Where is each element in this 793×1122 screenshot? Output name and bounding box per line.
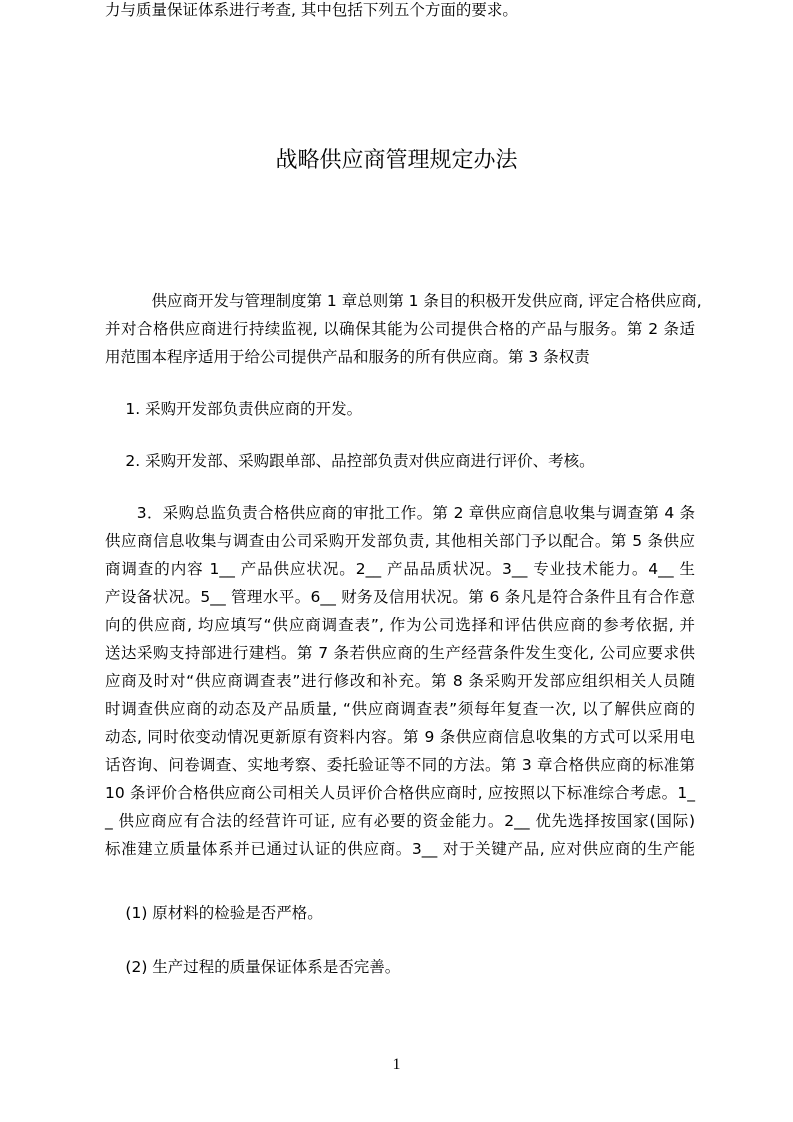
paragraph-line: 商调查的内容 1__ 产品供应状况。2__ 产品品质状况。3__ 专业技术能力。4__ 生 <box>105 560 695 578</box>
paragraph-line: 力与质量保证体系进行考查, 其中包括下列五个方面的要求。 <box>105 1 518 19</box>
paragraph-line: 3．采购总监负责合格供应商的审批工作。第 2 章供应商信息收集与调查第 4 条 <box>105 504 695 522</box>
paragraph-line: 向的供应商, 均应填写“供应商调查表”, 作为公司选择和评估供应商的参考依据, 并 <box>105 616 695 634</box>
paragraph-line: 并对合格供应商进行持续监视, 以确保其能为公司提供合格的产品与服务。第 2 条适 <box>105 320 695 338</box>
paragraph-line: 供应商开发与管理制度第 1 章总则第 1 条目的积极开发供应商, 评定合格供应商, <box>105 292 702 310</box>
paragraph-line: 1. 采购开发部负责供应商的开发。 <box>105 400 363 418</box>
paragraph-line: 用范围本程序适用于给公司提供产品和服务的所有供应商。第 3 条权责 <box>105 348 590 366</box>
paragraph-line: 2. 采购开发部、采购跟单部、品控部负责对供应商进行评价、考核。 <box>105 452 595 470</box>
paragraph-line: _ 供应商应有合法的经营许可证, 应有必要的资金能力。2__ 优先选择按国家(国际) <box>105 812 695 830</box>
paragraph-line: 供应商信息收集与调查由公司采购开发部负责, 其他相关部门予以配合。第 5 条供应 <box>105 532 695 550</box>
page-number: 1 <box>392 1056 401 1073</box>
paragraph-line: 时调查供应商的动态及产品质量, “供应商调查表”须每年复查一次, 以了解供应商的 <box>105 700 695 718</box>
paragraph-line: 送达采购支持部进行建档。第 7 条若供应商的生产经营条件发生变化, 公司应要求供 <box>105 644 695 662</box>
paragraph-line: 应商及时对“供应商调查表”进行修改和补充。第 8 条采购开发部应组织相关人员随 <box>105 672 695 690</box>
paragraph-line: 标准建立质量体系并已通过认证的供应商。3__ 对于关键产品, 应对供应商的生产能 <box>105 840 695 858</box>
paragraph-line: (1) 原材料的检验是否严格。 <box>105 904 323 922</box>
paragraph-line: 10 条评价合格供应商公司相关人员评价合格供应商时, 应按照以下标准综合考虑。1_ <box>105 784 695 802</box>
document-title: 战略供应商管理规定办法 <box>275 148 518 173</box>
paragraph-line: 产设备状况。5__ 管理水平。6__ 财务及信用状况。第 6 条凡是符合条件且有合作意 <box>105 588 695 606</box>
paragraph-line: 动态, 同时依变动情况更新原有资料内容。第 9 条供应商信息收集的方式可以采用电 <box>105 728 695 746</box>
paragraph-line: (2) 生产过程的质量保证体系是否完善。 <box>105 958 401 976</box>
paragraph-line: 话咨询、问卷调查、实地考察、委托验证等不同的方法。第 3 章合格供应商的标准第 <box>105 756 695 774</box>
